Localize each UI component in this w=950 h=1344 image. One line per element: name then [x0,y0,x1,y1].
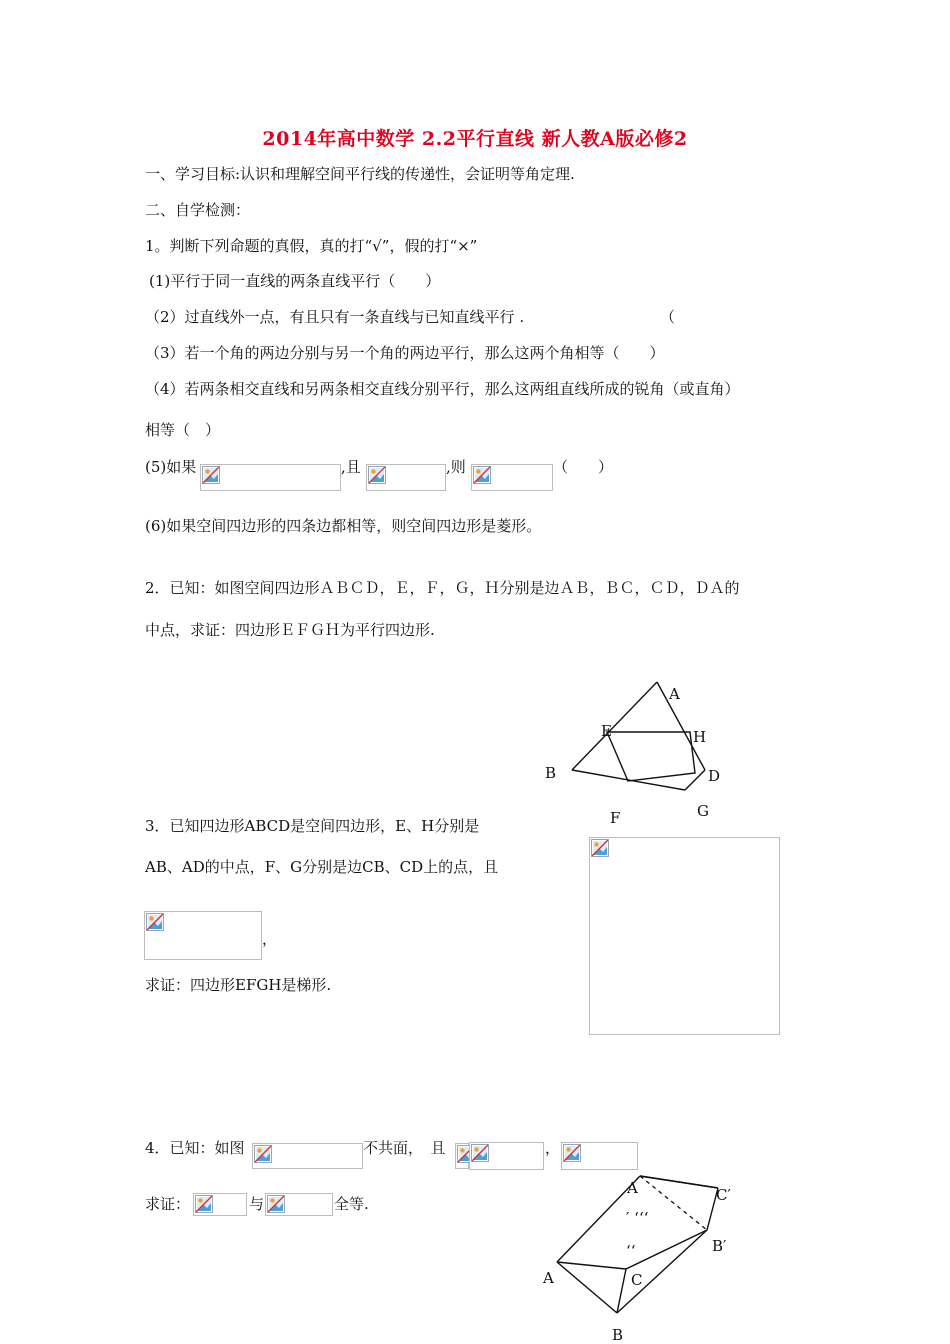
q1-item-4-cont: 相等（ ） [145,421,221,439]
label-e: E [601,722,612,740]
label-h: H [693,728,707,746]
spatial-quadrilateral-diagram [560,675,710,800]
formula-image [265,1193,333,1216]
q1-item-1: (1)平行于同一直线的两条直线平行（ ） [149,272,441,290]
label-f: F [610,809,621,827]
diagram-image [589,837,780,1035]
formula-image [471,464,553,491]
label-g: G [697,802,709,820]
edge-bd [572,770,685,790]
q4-prove-suffix: 全等. [334,1195,369,1213]
label-marks-1: ′ ‘‘‘ [626,1209,649,1227]
q1-item-2: （2）过直线外一点，有且只有一条直线与已知直线平行 . [145,308,525,326]
q1-item-2-paren: （ [660,308,676,326]
formula-image [561,1142,638,1170]
formula-image [252,1143,363,1169]
formula-image [455,1143,469,1169]
q3-comma: ， [262,930,278,948]
learning-goal: 一、学习目标:认识和理解空间平行线的传递性，会证明等角定理. [145,165,575,183]
q4-prove-and: 与 [249,1195,265,1213]
label-c: C [631,1271,643,1289]
broken-image-icon [267,1195,285,1213]
quadrilateral-efgh [607,732,695,781]
edge-top-2 [640,1176,718,1188]
q4-prove-prefix: 求证： [145,1195,191,1213]
q2-line-2: 中点，求证：四边形ＥＦＧＨ为平行四边形. [145,621,435,639]
label-d: D [708,767,721,785]
self-check-heading: 二、自学检测： [145,201,251,219]
label-b: B [612,1326,624,1344]
q4-comma: ， [545,1139,561,1157]
broken-image-icon [591,839,609,857]
label-c-prime: C′ [716,1186,731,1204]
edge-ab [572,682,657,770]
q4-prefix: 4．已知：如图 [145,1139,245,1157]
edge-ab [557,1262,617,1313]
formula-image [144,911,262,960]
label-a: A [543,1269,554,1287]
page-title: 2014年高中数学 2.2平行直线 新人教A版必修2 [262,128,688,150]
broken-image-icon [368,466,386,484]
q1-item-5-and: ,且 [341,458,361,476]
q3-line-1: 3．已知四边形ABCD是空间四边形，E、H分别是 [145,817,480,835]
label-marks-2: ‘‘ [626,1242,636,1260]
broken-image-icon [563,1144,581,1162]
label-b: B [545,764,557,782]
broken-image-icon [195,1195,213,1213]
broken-image-icon [471,1144,489,1162]
broken-image-icon [473,466,491,484]
label-b-prime: B′ [712,1237,727,1255]
q1-item-3: （3）若一个角的两边分别与另一个角的两边平行，那么这两个角相等（ ） [145,344,665,362]
q1-item-5-paren: （ ） [553,458,614,476]
formula-image [193,1193,247,1216]
label-a-top: A [627,1179,638,1197]
label-a: A [669,685,680,703]
q1-item-6: (6)如果空间四边形的四条边都相等，则空间四边形是菱形。 [145,517,542,535]
edge-ac [557,1262,626,1269]
broken-image-icon [146,913,164,931]
q1-item-5-then: ,则 [446,458,466,476]
edge-ad [657,682,705,770]
broken-image-icon [254,1145,272,1163]
q3-line-2: AB、AD的中点，F、G分别是边CB、CD上的点，且 [145,858,499,876]
q4-mid: 不共面， 且 [363,1139,446,1157]
prism-diagram [550,1170,730,1320]
formula-image [200,464,341,491]
formula-image [469,1142,544,1170]
q1-item-5-prefix: (5)如果 [145,458,197,476]
formula-image [366,464,446,491]
q1-item-4: （4）若两条相交直线和另两条相交直线分别平行，那么这两组直线所成的锐角（或直角） [145,380,740,398]
edge-cb-prime [626,1230,707,1269]
q1-stem: 1。判断下列命题的真假，真的打“√”，假的打“×” [145,237,478,255]
q3-line-3: 求证：四边形EFGH是梯形. [145,976,332,994]
q2-line-1: 2．已知：如图空间四边形ＡＢＣＤ，Ｅ，Ｆ，Ｇ，Ｈ分别是边ＡＢ，ＢＣ，ＣＤ，ＤＡ的 [145,579,740,597]
broken-image-icon [202,466,220,484]
